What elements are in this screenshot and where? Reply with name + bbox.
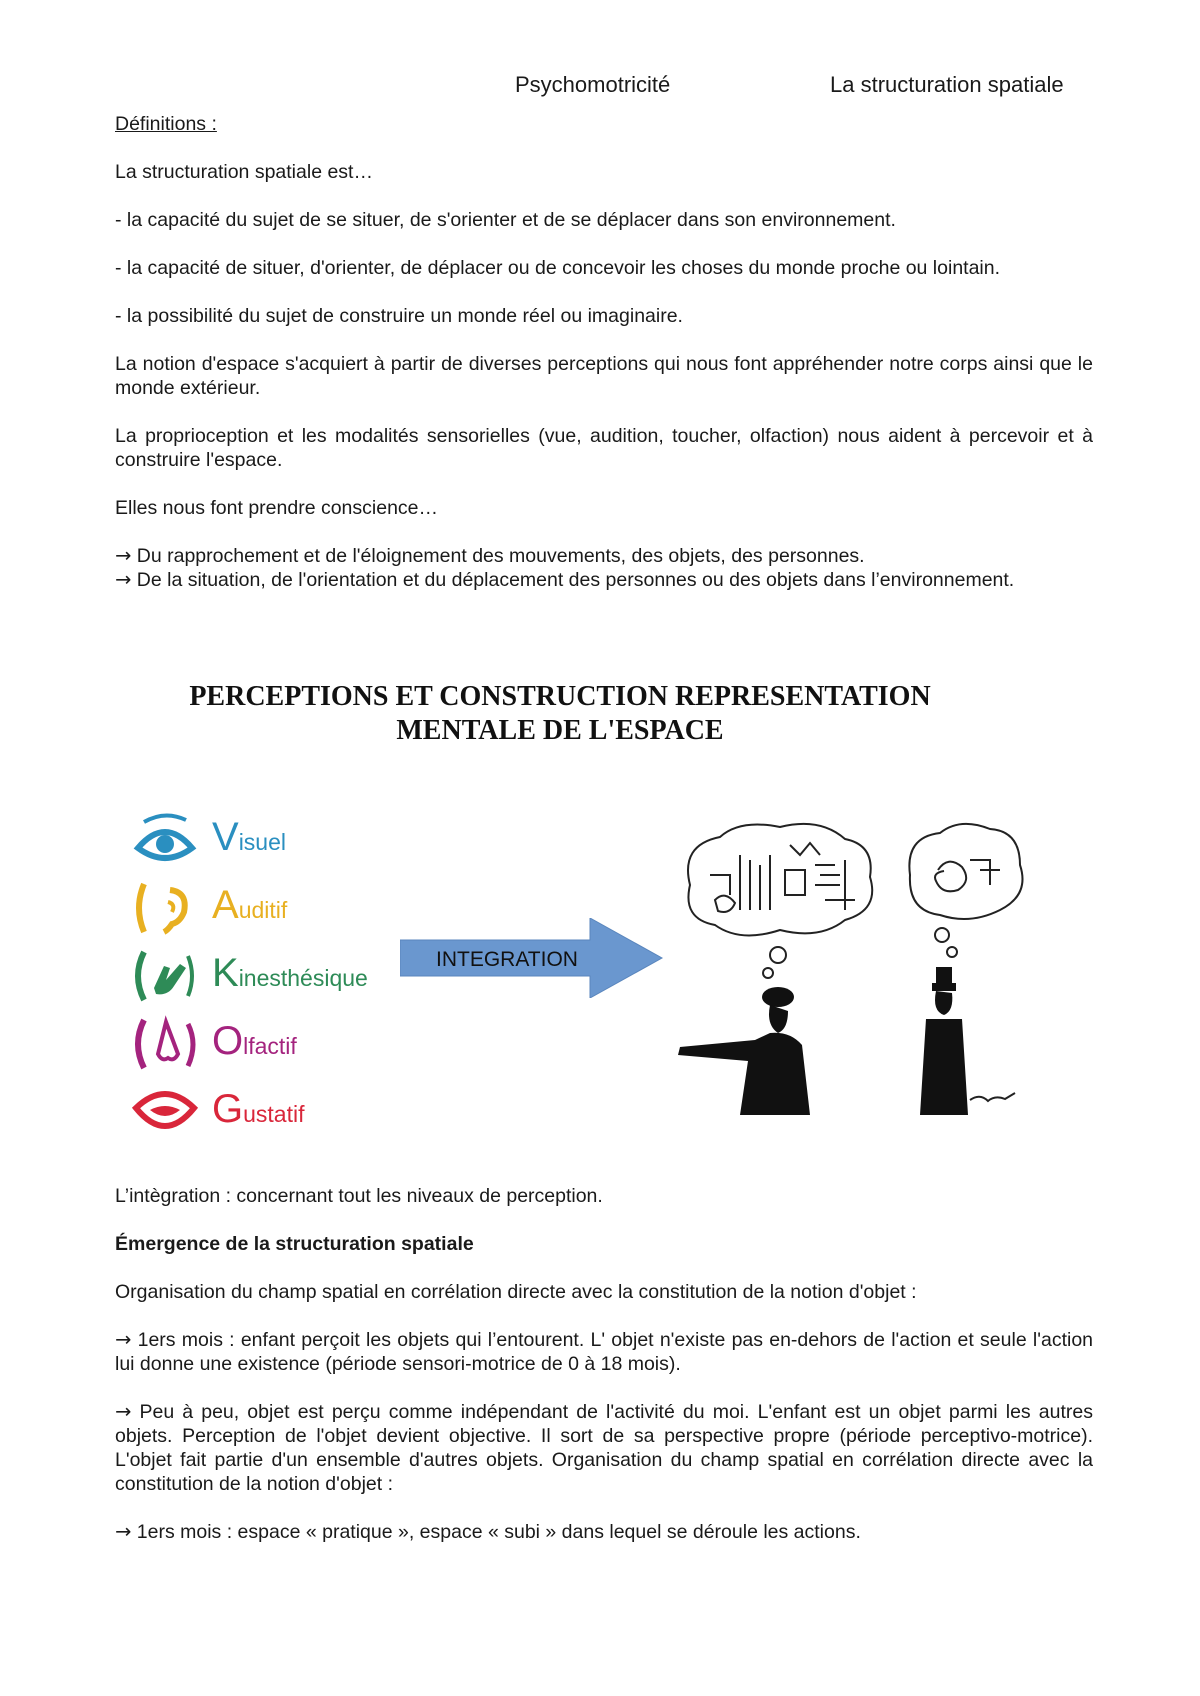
development-bullet-2 xyxy=(115,1400,1093,1496)
awareness-bullet-1-text: Du rapprochement et de l'éloignement des mouvements, des objets, des personnes. xyxy=(136,545,865,567)
awareness-bullet-2-text: De la situation, de l'orientation et du déplacement des personnes ou des objets dans l’environnement. xyxy=(136,569,1015,591)
mouth-icon xyxy=(130,1080,200,1144)
sense-initial: O xyxy=(212,1019,244,1063)
arrow-icon: → xyxy=(115,544,132,567)
development-bullet-1 xyxy=(115,1328,1093,1376)
sense-label: inesthésique xyxy=(238,965,368,991)
figure-title-line-2: MENTALE DE L'ESPACE xyxy=(396,715,724,746)
integration-label: INTEGRATION xyxy=(436,948,578,971)
arrow-icon: → xyxy=(115,568,132,591)
header-topic: La structuration spatiale xyxy=(830,72,1064,97)
definition-point-2: - la capacité de situer, d'orienter, de déplacer ou de concevoir les choses du monde proche ou lointain. xyxy=(115,257,1001,279)
sense-auditif xyxy=(130,876,390,944)
integration-line: L’intègration : concernant tout les niveaux de perception. xyxy=(115,1185,603,1207)
integration-arrow xyxy=(400,918,665,1003)
sense-olfactif xyxy=(130,1012,390,1080)
definitions-heading: Définitions : xyxy=(115,113,217,135)
awareness-bullet-1 xyxy=(115,544,1093,568)
cartoon-illustration xyxy=(670,815,1040,1120)
paragraph-perceptions: La notion d'espace s'acquiert à partir de diverses perceptions qui nous font appréhender notre corps ainsi que le monde extérieur. xyxy=(115,353,1093,399)
sense-kinesthesique xyxy=(130,944,390,1012)
paragraph-proprioception: La proprioception et les modalités sensorielles (vue, audition, toucher, olfaction) nous aident à percevoir et à construire l'espace. xyxy=(115,425,1093,471)
sense-initial: G xyxy=(212,1087,244,1131)
paragraph-awareness: Elles nous font prendre conscience… xyxy=(115,497,439,519)
sense-label: isuel xyxy=(238,829,286,855)
arrow-icon: → xyxy=(115,1400,132,1423)
nose-icon xyxy=(130,1012,200,1076)
header-subject: Psychomotricité xyxy=(515,72,671,97)
hand-icon xyxy=(130,944,200,1008)
eye-icon xyxy=(130,808,200,872)
figure-title-line-1: PERCEPTIONS ET CONSTRUCTION REPRESENTATION xyxy=(189,681,931,712)
definition-point-1: - la capacité du sujet de se situer, de s'orienter et de se déplacer dans son environnement. xyxy=(115,209,896,231)
arrow-icon: → xyxy=(115,1328,132,1351)
development-bullet-3 xyxy=(115,1520,1093,1544)
sense-gustatif xyxy=(130,1080,390,1148)
sense-label: lfactif xyxy=(243,1033,297,1059)
development-bullet-3-text: 1ers mois : espace « pratique », espace « subi » dans lequel se déroule les actions. xyxy=(136,1521,861,1543)
arrow-icon: → xyxy=(115,1520,132,1543)
sense-label: uditif xyxy=(238,897,288,923)
definition-lead: La structuration spatiale est… xyxy=(115,161,373,183)
sense-initial: V xyxy=(212,815,239,859)
paragraph-organisation: Organisation du champ spatial en corrélation directe avec la constitution de la notion d'objet : xyxy=(115,1281,917,1303)
figure-title xyxy=(110,680,1010,748)
body-section xyxy=(115,1184,1093,1568)
definition-point-3: - la possibilité du sujet de construire un monde réel ou imaginaire. xyxy=(115,305,683,327)
right-arrow-icon xyxy=(400,918,665,998)
intro-section xyxy=(115,112,1093,616)
awareness-bullet-2 xyxy=(115,568,1093,592)
sense-label: ustatif xyxy=(243,1101,305,1127)
development-bullet-2-text: Peu à peu, objet est perçu comme indépendant de l'activité du moi. L'enfant est un objet parmi les autres objets. Perception de l'objet devient objective. Il sort de sa perspective propre (période perceptivo-motrice). L'objet fait partie d'un ensemble d'autres objets. Organisation du champ spatial en corrélation directe avec la constitution de la notion d'objet : xyxy=(115,1401,1093,1495)
section-heading: Émergence de la structuration spatiale xyxy=(115,1233,474,1255)
sense-initial: A xyxy=(212,883,239,927)
sense-visuel xyxy=(130,808,390,876)
senses-list xyxy=(130,808,390,1148)
thinking-men-illustration xyxy=(670,815,1040,1115)
development-bullet-1-text: 1ers mois : enfant perçoit les objets qui l’entourent. L' objet n'existe pas en-dehors de l'action et seule l'action lui donne une existence (période sensori-motrice de 0 à 18 mois). xyxy=(115,1329,1094,1375)
sense-initial: K xyxy=(212,951,239,995)
ear-icon xyxy=(130,876,200,940)
